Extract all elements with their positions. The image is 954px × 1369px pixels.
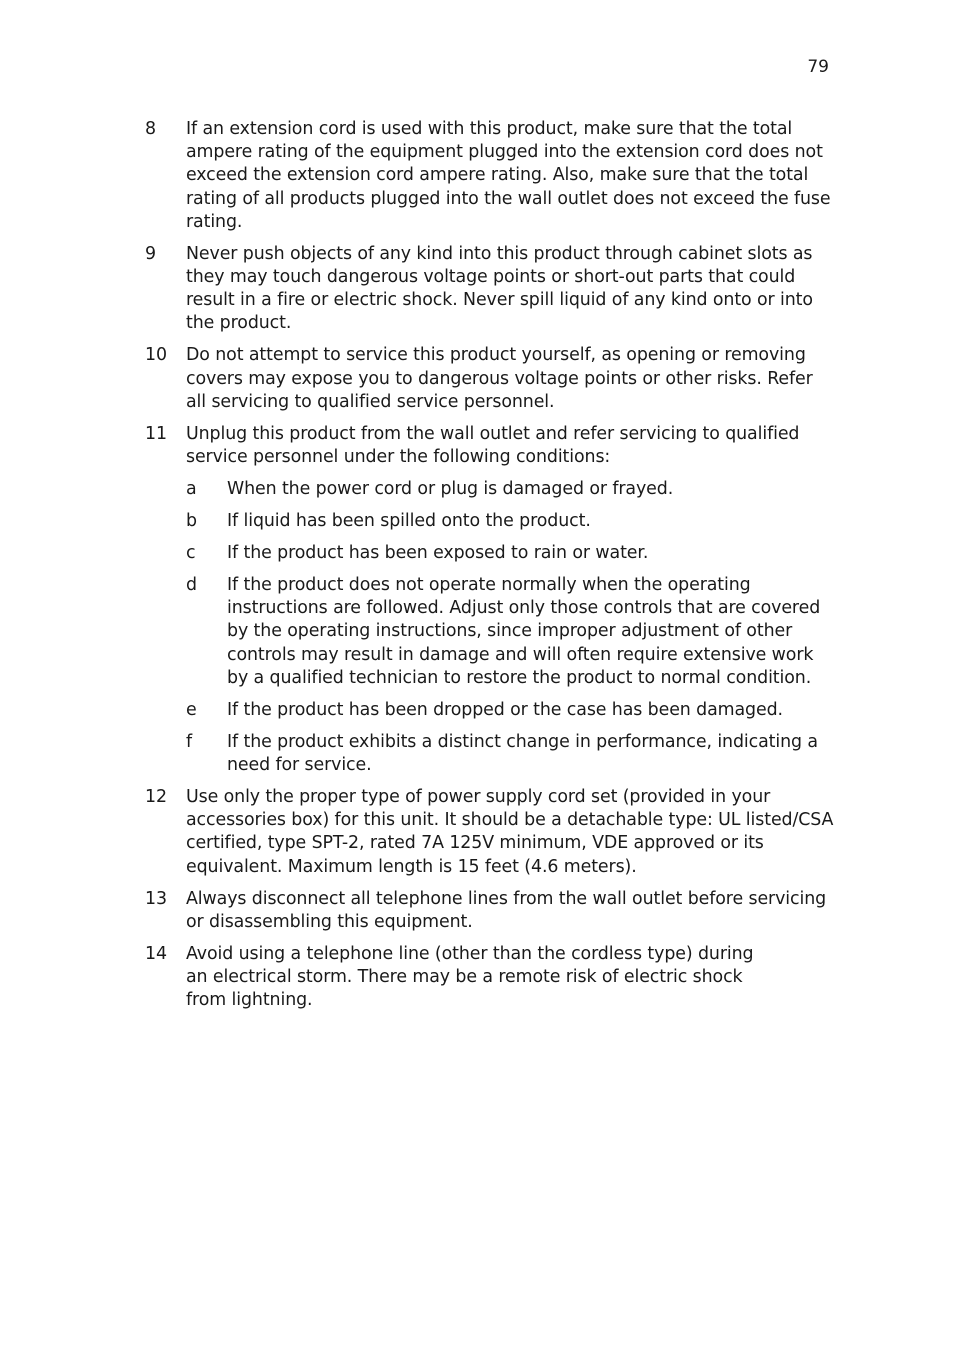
sub-item-text: If the product has been dropped or the case has been damaged. [227,699,783,720]
sub-item-c [186,542,835,565]
sub-item-text: If the product exhibits a distinct change in performance, indicating a need for service. [227,731,818,776]
item-number: 13 [145,888,167,909]
list-item-14 [145,943,835,1013]
sub-item-b [186,510,835,533]
item-number: 10 [145,345,167,366]
sub-item-letter: c [186,543,196,564]
safety-instructions-list [145,118,835,1021]
sub-item-letter: a [186,479,197,500]
list-item-13 [145,888,835,934]
item-text: Unplug this product from the wall outlet and refer servicing to qualified service personnel under the following conditions: [186,423,800,468]
item-number: 12 [145,787,167,808]
item-text: Never push objects of any kind into this product through cabinet slots as they may touch dangerous voltage points or short-out parts that could result in a fire or electric shock. Never spill liquid of any kind onto or into the product. [186,243,813,334]
sub-item-d [186,574,835,690]
item-text: Use only the proper type of power supply cord set (provided in your accessories box) for this unit. It should be a detachable type: UL listed/CSA certified, type SPT-2, rated 7A 125V minimum, VDE approved or its equivalent. Maximum length is 15 feet (4.6 meters). [186,787,834,877]
item-body [186,423,835,777]
list-item-11 [145,423,835,777]
item-number: 8 [145,119,156,139]
item-text: Do not attempt to service this product yourself, as opening or removing covers may expose you to dangerous voltage points or other risks. Refer all servicing to qualified service personnel. [186,345,813,412]
sub-item-text: If the product has been exposed to rain or water. [227,543,649,564]
item-number: 9 [145,243,156,264]
sub-item-text: When the power cord or plug is damaged or frayed. [227,479,674,500]
sub-item-e [186,699,835,722]
sub-item-letter: e [186,699,197,720]
item-text: If an extension cord is used with this product, make sure that the total ampere rating of the equipment plugged into the extension cord does not exceed the extension cord ampere rating. Also, make sure that the total rating of all products plugged into the wall outlet does not exceed the fuse rating. [186,119,831,232]
list-item-10 [145,344,835,414]
item-number: 14 [145,943,167,964]
sub-item-letter: d [186,575,197,596]
sub-item-text: If the product does not operate normally when the operating instructions are followed. Adjust only those controls that are covered by the operating instructions, since improper adjustment of other controls may result in damage and will often require extensive work by a qualified technician to restore the product to normal condition. [227,575,821,688]
list-item-9 [145,243,835,336]
sub-item-letter: f [186,731,193,752]
list-item-12 [145,786,835,879]
item-text: Always disconnect all telephone lines from the wall outlet before servicing or disassembling this equipment. [186,888,827,932]
item-number: 11 [145,423,167,444]
list-item-8 [145,118,835,234]
sub-item-f [186,731,835,777]
sub-item-a [186,478,835,501]
item-text: Avoid using a telephone line (other than the cordless type) during an electrical storm. There may be a remote risk of electric shock from lightning. [186,943,754,1011]
page-number: 79 [807,57,829,77]
sub-item-text: If liquid has been spilled onto the product. [227,511,591,532]
sub-item-letter: b [186,511,197,532]
